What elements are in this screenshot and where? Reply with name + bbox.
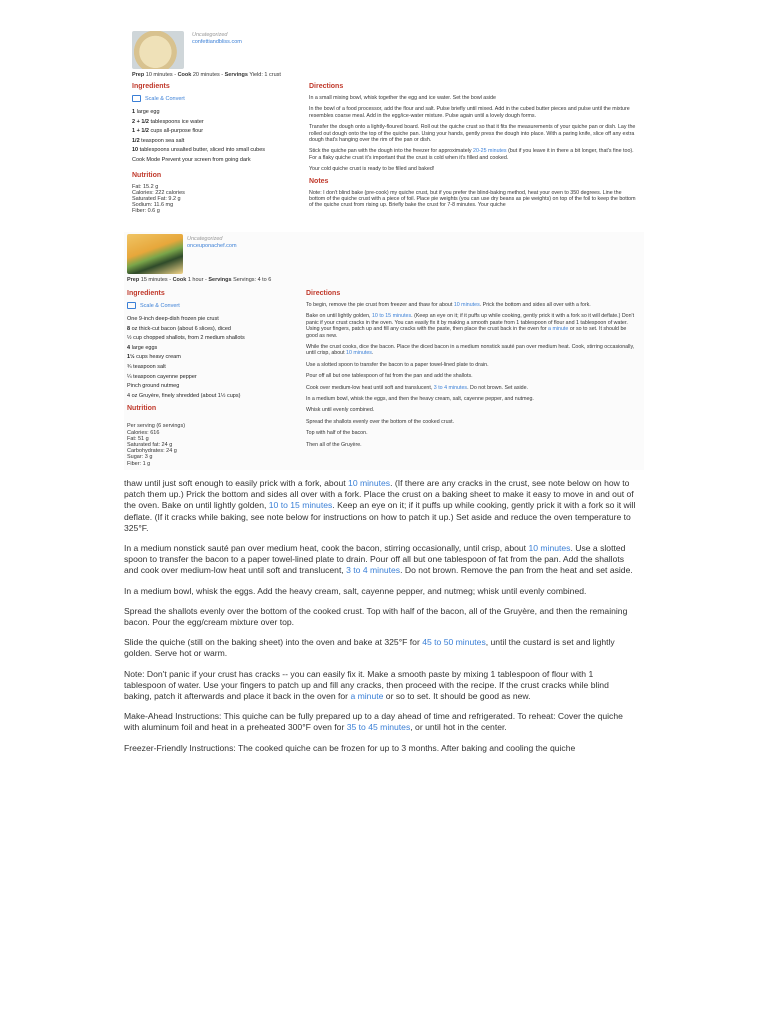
direction-step: Spread the shallots evenly over the bottom of the cooked crust. <box>306 418 455 425</box>
ingredient-item: ¼ teaspoon cayenne pepper <box>127 373 197 380</box>
notes-text: Note: I don't blind bake (pre-cook) my quiche crust, but if you prefer the blind-baking method, heat your oven to 350 degrees. Line the bottom of the quiche crust with a piece of foil. Place pie weights (you can use dry beans as pie weights) on top of the foil to keep the bottom of the quiche crust from rising up. Briefly bake the crust for 7-8 minutes. Your quiche <box>309 189 636 209</box>
servings-value: Servings: 4 to 6 <box>233 277 272 283</box>
direction-step: Use a slotted spoon to transfer the bacon to a paper towel-lined plate to drain. <box>306 361 489 368</box>
nutrition-heading: Nutrition <box>127 405 157 413</box>
cook-label: Cook <box>177 72 192 78</box>
scale-convert-label: Scale & Convert <box>145 95 185 102</box>
scale-convert-button[interactable] <box>127 302 292 309</box>
nutrition-item: Fiber: 0.6 g <box>132 208 160 215</box>
recipe-meta <box>187 236 237 250</box>
nutrition-item: Sodium: 11.6 mg <box>132 202 174 209</box>
timer-link[interactable]: 20-25 minutes <box>473 148 507 155</box>
nutrition-heading: Nutrition <box>132 171 162 179</box>
article-paragraph: Note: Don't panic if your crust has cracks -- you can easily fix it. Make a smooth paste by mixing 1 tablespoon of flour with 1 tablespoon of water. Use your fingers to patch up and fill any cracks, then proceed with the recipe. If the crust cracks while blind baking, patch it afterwards and place it back in the oven for a minute or so to set. It should be good as new. <box>124 668 609 702</box>
direction-step: Pour off all but one tablespoon of fat from the pan and add the shallots. <box>306 373 473 380</box>
recipe-times: Prep 15 minutes - Cook 1 hour - Servings Servings: 4 to 6 <box>127 277 272 283</box>
recipe-meta <box>192 32 242 46</box>
prep-label: Prep <box>132 72 145 78</box>
nutrition-item: Saturated fat: 24 g <box>127 441 173 448</box>
ingredient-item: One 9-inch deep-dish frozen pie crust <box>127 316 219 322</box>
cook-value: 1 hour <box>187 277 204 283</box>
prep-value: 10 minutes <box>145 72 173 78</box>
direction-step: While the crust cooks, dice the bacon. Place the diced bacon in a medium nonstick sauté pan over medium heat. Cook, stirring occasionally, until crisp, about 10 minutes. <box>306 344 635 357</box>
direction-step: In a medium bowl, whisk the eggs, and then the heavy cream, salt, cayenne pepper, and nutmeg. <box>306 396 534 403</box>
direction-step: Cook over medium-low heat until soft and translucent, 3 to 4 minutes. Do not brown. Set aside. <box>306 384 529 391</box>
nutrition-item: Carbohydrates: 24 g <box>127 448 177 455</box>
nutrition-item: Fat: 51 g <box>127 435 149 442</box>
servings-label: Servings <box>224 72 248 78</box>
direction-step: Stick the quiche pan with the dough into the freezer for approximately 20-25 minutes (but if you leave it in there a bit longer, that's fine too). For a flaky quiche crust it's important that the crust is cold when it's filled and cooked. <box>309 148 634 161</box>
ingredient-item: ¾ teaspoon salt <box>127 363 166 370</box>
ingredients-column <box>127 290 292 467</box>
source-link[interactable]: confettiandbliss.com <box>192 39 242 45</box>
nutrition-item: Fiber: 1 g <box>127 460 151 467</box>
ingredient-item: 1½ cups heavy cream <box>127 354 181 361</box>
article-paragraph: In a medium bowl, whisk the eggs. Add the heavy cream, salt, cayenne pepper, and nutmeg; whisk until evenly combined. <box>124 585 587 596</box>
ingredient-item: 1/2 teaspoon sea salt <box>132 137 185 144</box>
nutrition-item: Fat: 15.2 g <box>132 183 159 190</box>
cook-mode-toggle[interactable]: Cook Mode Prevent your screen from going dark <box>132 156 251 163</box>
timer-link[interactable]: 10 minutes <box>348 478 391 488</box>
nutrition-item: Calories: 222 calories <box>132 189 185 196</box>
nutrition-item: Calories: 616 <box>127 429 160 436</box>
recipe-thumbnail[interactable] <box>132 31 184 69</box>
direction-step: Bake on until lightly golden, 10 to 15 minutes. (Keep an eye on it; if it puffs up while cooking, gently prick it with a fork so it will deflate.) Don't panic if your crust cracks in the oven. You can easily fix it by making a smooth paste from 1 tablespoon of flour and 1 tablespoon of water. Using your fingers, patch up and fill any cracks with the paste, then place the crust back in the oven for a minute or so to set. It should be good as new. <box>306 313 635 339</box>
notes-heading: Notes <box>309 177 329 185</box>
ingredient-item: ½ cup chopped shallots, from 2 medium shallots <box>127 335 245 342</box>
scale-convert-label: Scale & Convert <box>140 302 180 309</box>
direction-step: Then all of the Gruyère. <box>306 441 362 448</box>
direction-step: In a small mixing bowl, whisk together the egg and ice water. Set the bowl aside <box>309 95 496 101</box>
ingredient-item: 4 large eggs <box>127 344 158 351</box>
timer-link[interactable]: 45 to 50 minutes <box>422 637 486 648</box>
timer-link[interactable]: 10 minutes <box>346 350 372 357</box>
directions-column <box>309 83 639 214</box>
timer-link[interactable]: 10 to 15 minutes <box>371 313 412 320</box>
directions-heading: Directions <box>309 83 344 90</box>
prep-value: 15 minutes <box>140 277 168 283</box>
ingredients-column <box>132 83 297 215</box>
scale-convert-button[interactable] <box>132 95 297 102</box>
nutrition-item: Sugar: 3 g <box>127 454 153 461</box>
ingredient-item: 4 oz Gruyère, finely shredded (about 1½ cups) <box>127 392 241 399</box>
recipe-card-quiche-crust <box>124 26 644 228</box>
direction-step: Transfer the dough onto a lightly-floured board. Roll out the quiche crust so that it fits the measurements of your quiche pan or dish. Lay the rolled out dough onto the top of the quiche pan. Using your hands, gently press the dough into place. With a paring knife, slice off any extra dough that's hanging over the rim of the pan or dish. <box>309 124 636 144</box>
recipe-thumbnail[interactable] <box>127 234 183 274</box>
ingredient-item: 8 oz thick-cut bacon (about 6 slices), diced <box>127 325 231 332</box>
timer-link[interactable]: 10 to 15 minutes <box>268 500 333 511</box>
timer-link[interactable]: 10 minutes <box>528 543 571 554</box>
article-paragraph: Spread the shallots evenly over the bottom of the cooked crust. Top with half of the bacon, all of the Gruyère, and then the remaining bacon. Pour the egg/cream mixture over top. <box>124 605 628 628</box>
article-paragraph: thaw until just soft enough to easily prick with a fork, about 10 minutes. (If there are any cracks in the crust, see note below on how to patch them up.) Prick the bottom and sides all over with a fork. Place the crust on a baking sheet to make it easy to move in and out of the oven. Bake on until lightly golden, 10 to 15 minutes. Keep an eye on it; if it puffs up while cooking, gently prick it with a fork so it will deflate. (If it cracks while baking, see note below for instructions on how to patch it up.) Set aside and reduce the oven temperature to 325°F. <box>124 478 636 533</box>
article-paragraph: Make-Ahead Instructions: This quiche can be fully prepared up to a day ahead of time and refrigerated. To reheat: Cover the quiche with aluminum foil and heat in a preheated 300°F oven for 35 to 45 minutes, or until hot in the center. <box>124 711 623 733</box>
ingredient-item: Pinch ground nutmeg <box>127 383 180 390</box>
category-label: Uncategorized <box>192 32 228 38</box>
article-paragraph: In a medium nonstick sauté pan over medium heat, cook the bacon, stirring occasionally, until crisp, about 10 minutes. Use a slotted spoon to transfer the bacon to a paper towel-lined plate to drain. Pour off all but one tablespoon of fat from the pan. Add the shallots and cook over medium-low heat until soft and translucent, 3 to 4 minutes. Do not brown. Remove the pan from the heat and set aside. <box>124 543 633 576</box>
timer-link[interactable]: 35 to 45 minutes <box>346 722 411 733</box>
directions-heading: Directions <box>306 290 341 297</box>
article-paragraph: Freezer-Friendly Instructions: The cooked quiche can be frozen for up to 3 months. After baking and cooling the quiche <box>124 742 576 753</box>
cook-value: 20 minutes <box>192 72 220 78</box>
direction-step: Top with half of the bacon. <box>306 430 368 437</box>
timer-link[interactable]: 10 minutes <box>453 302 480 308</box>
direction-step: To begin, remove the pie crust from freezer and thaw for about 10 minutes. Prick the bottom and sides all over with a fork. <box>306 302 591 308</box>
timer-link[interactable]: a minute <box>548 326 569 333</box>
prep-label: Prep <box>127 277 140 283</box>
nutrition-item: Per serving (6 servings) <box>127 423 186 430</box>
ingredient-item: 1 + 1/2 cups all-purpose flour <box>132 128 204 135</box>
category-label: Uncategorized <box>187 236 223 242</box>
ingredient-item: 1 large egg <box>132 109 160 115</box>
ingredients-heading: Ingredients <box>132 83 170 90</box>
servings-value: Yield: 1 crust <box>249 72 281 78</box>
timer-link[interactable]: 3 to 4 minutes <box>433 384 468 391</box>
ingredient-item: 2 + 1/2 tablespoons ice water <box>132 118 204 125</box>
article-paragraph: Slide the quiche (still on the baking sheet) into the oven and bake at 325°F for 45 to 50 minutes, until the custard is set and lightly golden. Serve hot or warm. <box>124 637 615 659</box>
recipe-times: Prep 10 minutes - Cook 20 minutes - Servings Yield: 1 crust <box>132 72 281 78</box>
ingredient-item: 10 tablespoons unsalted butter, sliced into small cubes <box>132 147 266 154</box>
cook-label: Cook <box>172 277 187 283</box>
timer-link[interactable]: a minute <box>350 691 384 702</box>
direction-step: Your cold quiche crust is ready to be filled and baked! <box>309 166 435 173</box>
article-body <box>124 478 636 753</box>
direction-step: Whisk until evenly combined. <box>306 407 375 414</box>
ingredients-heading: Ingredients <box>127 290 165 297</box>
directions-column <box>306 290 636 453</box>
scale-icon <box>127 302 136 309</box>
direction-step: In the bowl of a food processor, add the flour and salt. Pulse briefly until mixed. Add in the cubed butter pieces and pulse until the mixture resembles coarse meal. Add in the egg/ice-water mixture. Pulse again until a lovely dough forms. <box>309 106 630 119</box>
scale-icon <box>132 95 141 102</box>
servings-label: Servings <box>208 277 232 283</box>
recipe-card-bacon-gruyere-quiche <box>124 232 644 470</box>
source-link[interactable]: onceuponachef.com <box>187 243 237 249</box>
nutrition-item: Saturated Fat: 9.2 g <box>132 195 181 202</box>
timer-link[interactable]: 3 to 4 minutes <box>346 565 401 576</box>
